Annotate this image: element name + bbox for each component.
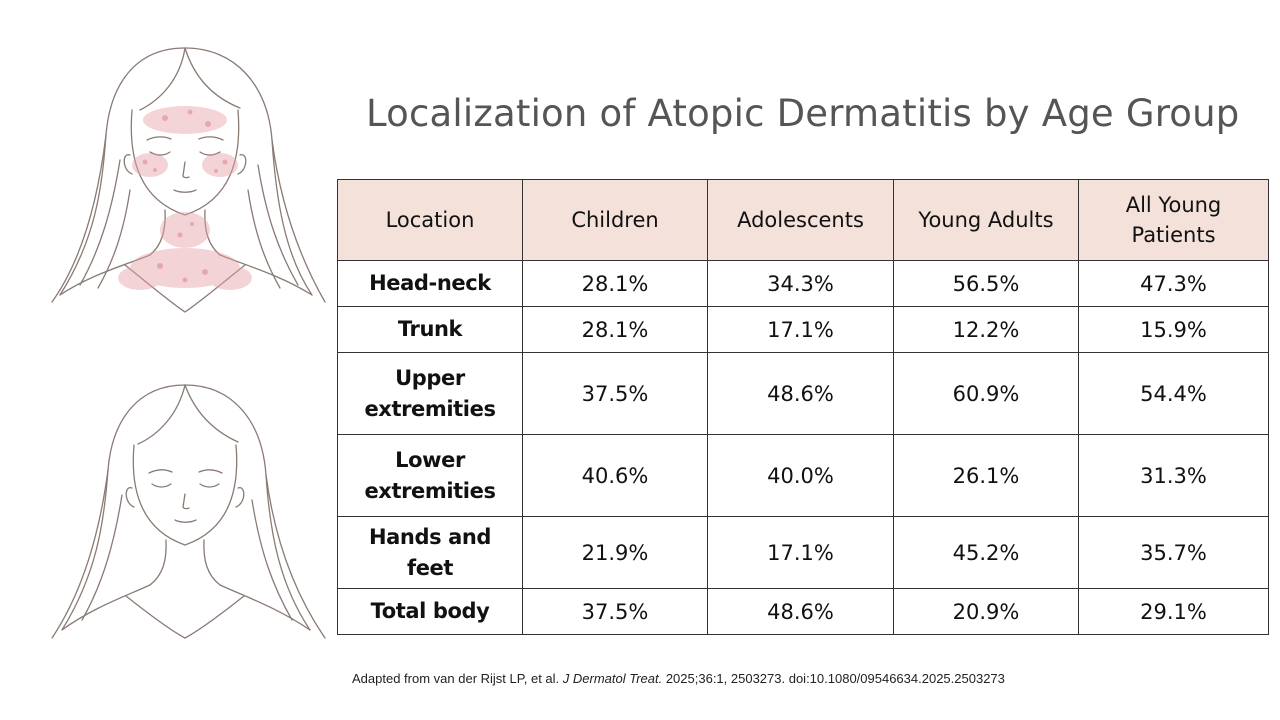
table-cell: 12.2% xyxy=(894,307,1079,353)
header-young-adults: Young Adults xyxy=(894,180,1079,261)
table-cell: 60.9% xyxy=(894,353,1079,435)
table-cell: 31.3% xyxy=(1079,435,1269,517)
table-cell: 17.1% xyxy=(708,517,894,589)
table-cell: 56.5% xyxy=(894,261,1079,307)
header-location: Location xyxy=(338,180,523,261)
table-cell: 34.3% xyxy=(708,261,894,307)
table-cell: 35.7% xyxy=(1079,517,1269,589)
table-row xyxy=(338,261,1269,307)
row-label: Trunk xyxy=(338,307,523,353)
table-row xyxy=(338,589,1269,635)
woman-with-rash-illustration xyxy=(40,40,330,315)
table-row xyxy=(338,435,1269,517)
table-cell: 20.9% xyxy=(894,589,1079,635)
table-cell: 29.1% xyxy=(1079,589,1269,635)
header-children: Children xyxy=(523,180,708,261)
slide-title: Localization of Atopic Dermatitis by Age Group xyxy=(366,92,1240,135)
citation-suffix: 2025;36:1, 2503273. doi:10.1080/09546634.2025.2503273 xyxy=(662,671,1005,686)
citation-prefix: Adapted from van der Rijst LP, et al. xyxy=(352,671,563,686)
header-adolescents: Adolescents xyxy=(708,180,894,261)
table-row xyxy=(338,353,1269,435)
row-label: Lower extremities xyxy=(338,435,523,517)
table-cell: 54.4% xyxy=(1079,353,1269,435)
row-label: Head-neck xyxy=(338,261,523,307)
table-cell: 45.2% xyxy=(894,517,1079,589)
table-header-row xyxy=(338,180,1269,261)
table-cell: 40.0% xyxy=(708,435,894,517)
table-cell: 37.5% xyxy=(523,353,708,435)
header-all-young-patients: All Young Patients xyxy=(1079,180,1269,261)
table-cell: 47.3% xyxy=(1079,261,1269,307)
table-cell: 48.6% xyxy=(708,589,894,635)
row-label: Hands and feet xyxy=(338,517,523,589)
table-cell: 40.6% xyxy=(523,435,708,517)
row-label: Total body xyxy=(338,589,523,635)
table-row xyxy=(338,307,1269,353)
citation-journal: J Dermatol Treat. xyxy=(562,671,663,686)
table-cell: 26.1% xyxy=(894,435,1079,517)
row-label: Upper extremities xyxy=(338,353,523,435)
table-cell: 21.9% xyxy=(523,517,708,589)
table-row xyxy=(338,517,1269,589)
table-cell: 15.9% xyxy=(1079,307,1269,353)
woman-clear-skin-illustration xyxy=(40,380,330,645)
dermatitis-location-table xyxy=(337,179,1269,635)
table-cell: 48.6% xyxy=(708,353,894,435)
source-citation xyxy=(352,671,1005,686)
table-cell: 37.5% xyxy=(523,589,708,635)
table-cell: 17.1% xyxy=(708,307,894,353)
table-cell: 28.1% xyxy=(523,307,708,353)
table-cell: 28.1% xyxy=(523,261,708,307)
